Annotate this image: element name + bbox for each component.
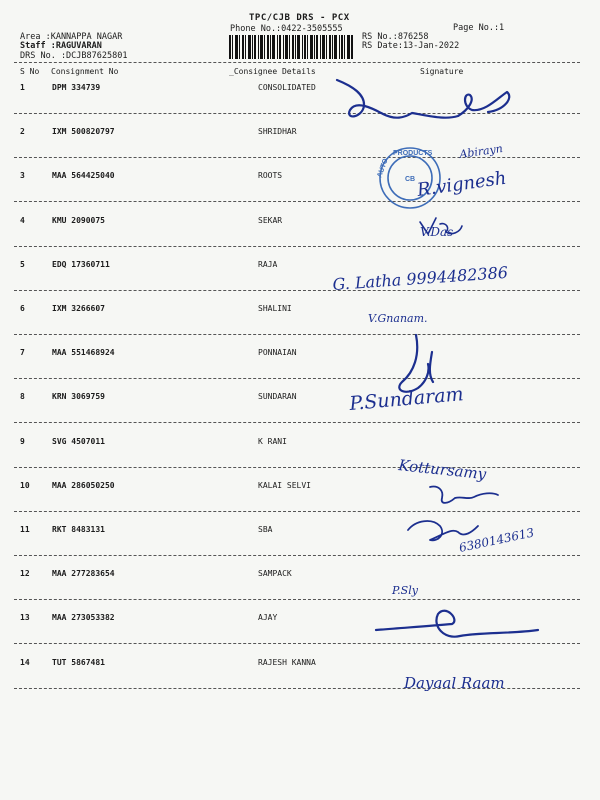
handwriting-g-latha: G. Latha 9994482386: [331, 262, 509, 294]
row-sno: 4: [20, 215, 25, 225]
drs-number: DRS No. :DCJB87625801: [20, 51, 128, 61]
consignee-name: SUNDARAN: [258, 392, 297, 402]
stamp-text-2: AUTO: [376, 157, 390, 179]
consignment-number: RKT 8483131: [52, 525, 105, 534]
handwriting-abirami: Abirayn: [458, 142, 504, 161]
consignee-name: SBA: [258, 525, 273, 534]
row-divider: [14, 290, 580, 291]
handwriting-v-gnanam: V.Gnanam.: [368, 312, 428, 325]
row-sno: 9: [20, 436, 25, 446]
signature-row-11: [408, 521, 478, 540]
handwriting-rvignesh: R.vignesh: [415, 167, 508, 201]
consignment-number: MAA 564425040: [52, 171, 115, 181]
consignee-name: K RANI: [258, 436, 287, 446]
row-divider: [14, 422, 580, 423]
consignment-number: SVG 4507011: [52, 436, 105, 446]
row-sno: 13: [20, 613, 30, 623]
rs-date: RS Date:13-Jan-2022: [362, 41, 460, 51]
row-divider: [14, 467, 580, 468]
consignee-name: SEKAR: [258, 215, 283, 225]
consignee-name: RAJESH KANNA: [258, 657, 316, 667]
column-header-sno: S No: [20, 67, 40, 76]
consignee-name: SHALINI: [258, 304, 292, 313]
row-sno: 10: [20, 480, 30, 490]
handwriting-p-sig: P.Sly: [392, 584, 418, 597]
handwriting-p-sundaram: P.Sundaram: [348, 383, 465, 415]
consignment-number: MAA 286050250: [52, 480, 115, 490]
header-divider-top: [14, 62, 580, 63]
signature-row-7: [399, 335, 433, 392]
row-sno: 3: [20, 171, 25, 181]
row-divider: [14, 157, 580, 158]
consignee-name: SAMPACK: [258, 569, 292, 579]
row-divider: [14, 555, 580, 556]
signature-row-13: [376, 611, 538, 637]
row-divider: [14, 113, 580, 114]
consignment-number: TUT 5867481: [52, 657, 105, 667]
barcode: [229, 35, 353, 59]
row-sno: 11: [20, 525, 30, 534]
row-divider: [14, 246, 580, 247]
staff-label: Staff :RAGUVARAN: [20, 41, 102, 51]
row-sno: 8: [20, 392, 25, 402]
row-sno: 1: [20, 83, 25, 92]
row-divider: [14, 334, 580, 335]
document-title: TPC/CJB DRS - PCX: [249, 13, 350, 23]
consignment-number: MAA 551468924: [52, 348, 115, 358]
consignment-number: KMU 2090075: [52, 215, 105, 225]
row-divider: [14, 201, 580, 202]
consignee-name: KALAI SELVI: [258, 480, 311, 490]
consignee-name: RAJA: [258, 259, 278, 269]
stamp-text-3: CB: [405, 176, 416, 183]
column-header-signature: Signature: [420, 67, 464, 76]
signature-row-4: [420, 218, 462, 234]
consignment-number: MAA 277283654: [52, 569, 115, 579]
handwriting-dayoor: Dayaal Raam: [404, 674, 505, 692]
area-label: Area :KANNAPPA NAGAR: [20, 32, 123, 42]
column-header-consignee: _Consignee Details: [229, 67, 316, 76]
row-sno: 5: [20, 259, 25, 269]
row-sno: 7: [20, 348, 25, 358]
consignment-number: MAA 273053382: [52, 613, 115, 623]
consignee-name: ROOTS: [258, 171, 283, 181]
signature-row-10: [430, 487, 498, 503]
row-divider: [14, 643, 580, 644]
phone-number: Phone No.:0422-3505555: [230, 24, 343, 34]
row-sno: 12: [20, 569, 30, 579]
row-divider: [14, 688, 580, 689]
row-sno: 14: [20, 657, 30, 667]
handwriting-kottursamy: Kottursamy: [397, 456, 488, 484]
consignment-number: KRN 3069759: [52, 392, 105, 402]
row-divider: [14, 599, 580, 600]
page-number: Page No.:1: [453, 23, 505, 33]
consignment-number: IXM 3266607: [52, 304, 105, 313]
consignee-name: PONNAIAN: [258, 348, 297, 358]
stamp-text: PRODUCTS: [393, 150, 433, 157]
handwriting-vdas: V.Das: [420, 225, 454, 239]
consignee-name: AJAY: [258, 613, 278, 623]
row-sno: 6: [20, 304, 25, 313]
consignment-number: DPM 334739: [52, 83, 101, 92]
row-sno: 2: [20, 127, 25, 137]
consignee-name: SHRIDHAR: [258, 127, 297, 137]
consignment-number: IXM 500820797: [52, 127, 115, 137]
column-header-consignment: Consignment No: [51, 67, 119, 76]
consignee-name: CONSOLIDATED: [258, 83, 316, 92]
rs-number: RS No.:876258: [362, 32, 429, 42]
handwriting-phone-6380: 6380143613: [457, 525, 536, 555]
consignment-number: EDQ 17360711: [52, 259, 110, 269]
row-divider: [14, 378, 580, 379]
row-divider: [14, 511, 580, 512]
